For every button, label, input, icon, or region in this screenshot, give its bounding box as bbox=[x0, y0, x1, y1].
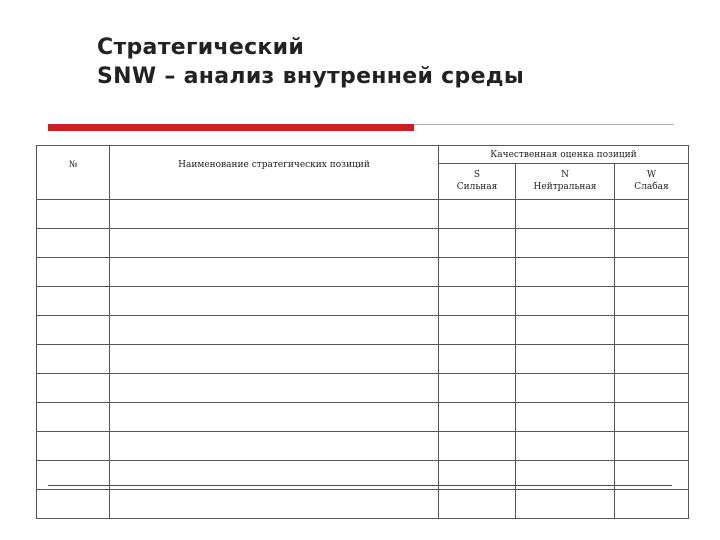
cell-number bbox=[37, 374, 110, 403]
cell-position-name bbox=[110, 490, 439, 519]
slide-title-line2: SNW – анализ внутренней среды bbox=[97, 64, 525, 89]
cell-number bbox=[37, 200, 110, 229]
cell-strong bbox=[439, 200, 516, 229]
cell-strong bbox=[439, 316, 516, 345]
cell-neutral bbox=[516, 490, 615, 519]
cell-position-name bbox=[110, 316, 439, 345]
table-row bbox=[37, 432, 689, 461]
cell-strong bbox=[439, 229, 516, 258]
cell-weak bbox=[615, 374, 689, 403]
table-row bbox=[37, 345, 689, 374]
cell-neutral bbox=[516, 316, 615, 345]
table-row bbox=[37, 200, 689, 229]
cell-number bbox=[37, 316, 110, 345]
cell-strong bbox=[439, 258, 516, 287]
cell-neutral bbox=[516, 258, 615, 287]
table-row bbox=[37, 287, 689, 316]
cell-weak bbox=[615, 200, 689, 229]
snw-table bbox=[36, 145, 689, 519]
cell-number bbox=[37, 345, 110, 374]
cell-position-name bbox=[110, 374, 439, 403]
header-weak-code: W bbox=[646, 170, 657, 180]
cell-weak bbox=[615, 345, 689, 374]
slide-title-line1: Стратегический bbox=[97, 35, 305, 60]
header-quality-assessment: Качественная оценка позиций bbox=[439, 146, 689, 164]
cell-neutral bbox=[516, 200, 615, 229]
cell-strong bbox=[439, 374, 516, 403]
table-row bbox=[37, 316, 689, 345]
header-neutral-code: N bbox=[561, 170, 569, 180]
cell-neutral bbox=[516, 345, 615, 374]
cell-number bbox=[37, 229, 110, 258]
cell-number bbox=[37, 258, 110, 287]
cell-number bbox=[37, 403, 110, 432]
header-position-name: Наименование стратегических позиций bbox=[110, 146, 439, 200]
cell-weak bbox=[615, 316, 689, 345]
cell-position-name bbox=[110, 287, 439, 316]
cell-neutral bbox=[516, 374, 615, 403]
cell-position-name bbox=[110, 258, 439, 287]
table-row bbox=[37, 374, 689, 403]
cell-position-name bbox=[110, 345, 439, 374]
cell-position-name bbox=[110, 200, 439, 229]
header-number: № bbox=[37, 146, 110, 200]
cell-position-name bbox=[110, 403, 439, 432]
cell-neutral bbox=[516, 403, 615, 432]
cell-weak bbox=[615, 432, 689, 461]
table-row bbox=[37, 490, 689, 519]
header-strong-code: S bbox=[473, 170, 481, 180]
cell-strong bbox=[439, 287, 516, 316]
table-row bbox=[37, 258, 689, 287]
cell-weak bbox=[615, 287, 689, 316]
header-weak bbox=[615, 164, 689, 200]
cell-weak bbox=[615, 403, 689, 432]
cell-weak bbox=[615, 490, 689, 519]
header-neutral-label: Нейтральная bbox=[533, 182, 597, 192]
cell-position-name bbox=[110, 432, 439, 461]
header-strong-label: Сильная bbox=[456, 182, 498, 192]
cell-strong bbox=[439, 403, 516, 432]
header-neutral bbox=[516, 164, 615, 200]
cell-number bbox=[37, 432, 110, 461]
cell-strong bbox=[439, 432, 516, 461]
title-divider-line bbox=[414, 124, 674, 125]
cell-neutral bbox=[516, 432, 615, 461]
header-weak-label: Слабая bbox=[634, 182, 669, 192]
cell-neutral bbox=[516, 229, 615, 258]
bottom-accent-line bbox=[48, 485, 672, 486]
cell-strong bbox=[439, 490, 516, 519]
cell-position-name bbox=[110, 229, 439, 258]
title-accent-bar bbox=[48, 124, 414, 131]
header-strong bbox=[439, 164, 516, 200]
cell-strong bbox=[439, 345, 516, 374]
cell-weak bbox=[615, 258, 689, 287]
cell-number bbox=[37, 287, 110, 316]
slide-title bbox=[97, 33, 524, 91]
cell-number bbox=[37, 490, 110, 519]
cell-weak bbox=[615, 229, 689, 258]
table-row bbox=[37, 403, 689, 432]
table-row bbox=[37, 229, 689, 258]
cell-neutral bbox=[516, 287, 615, 316]
